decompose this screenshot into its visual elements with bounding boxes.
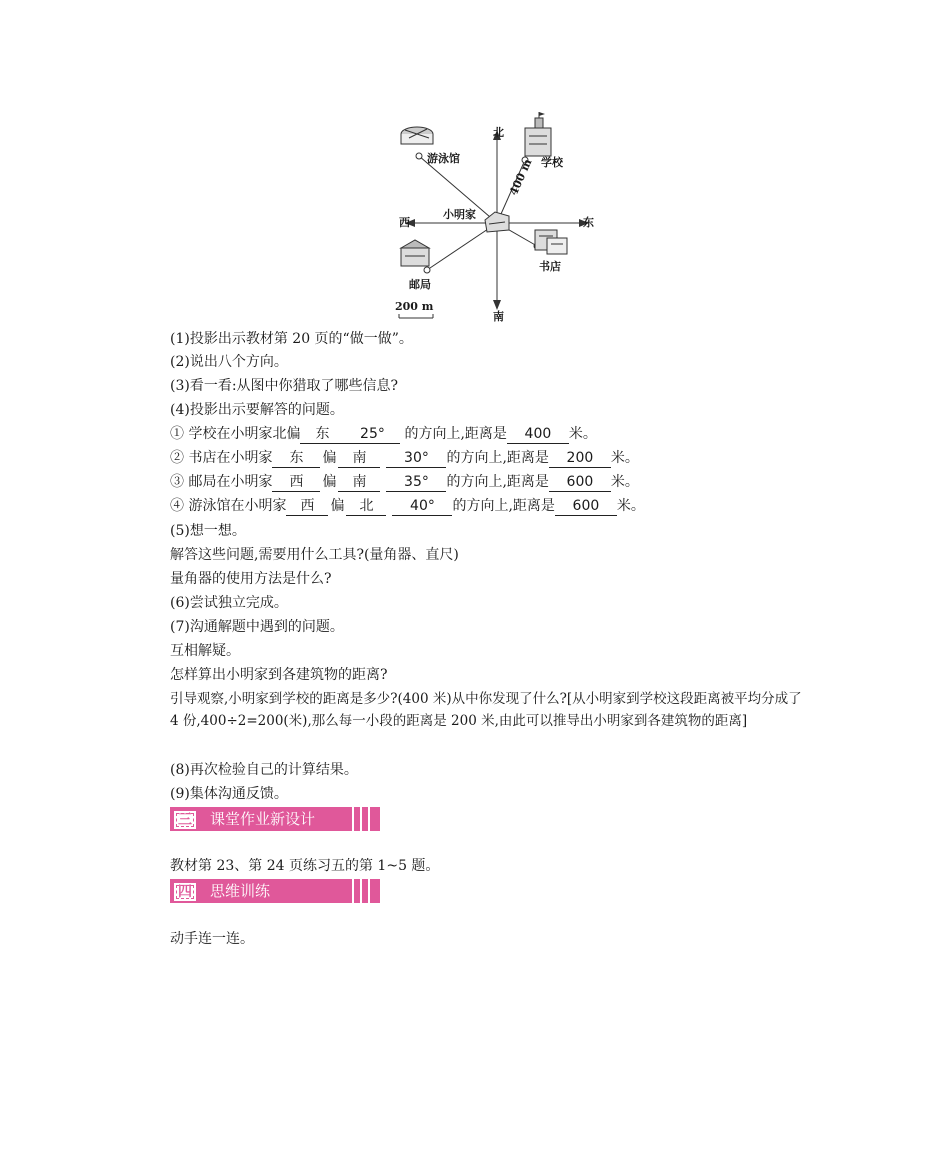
south-arrow (493, 300, 501, 310)
question-2-distance: 200 (549, 449, 611, 468)
question-3-distance: 600 (549, 473, 611, 492)
question-4-pian: 偏 (330, 498, 345, 514)
question-1-distance: 400 (507, 425, 569, 444)
section-4-banner (170, 879, 380, 903)
mutual-help: 互相解疑。 (170, 643, 240, 659)
question-2-mid: 的方向上,距离是 (446, 450, 549, 466)
section-4-text: 动手连一连。 (170, 931, 254, 947)
step-7: (7)沟通解题中遇到的问题。 (170, 619, 344, 635)
map-label-north: 北 (493, 126, 504, 139)
pool-building-icon (401, 127, 433, 144)
guided-observation (138, 688, 808, 732)
map-drawing (385, 108, 615, 326)
question-2-prefix: ② 书店在小明家 (170, 450, 273, 466)
section-3-text: 教材第 23、第 24 页练习五的第 1~5 题。 (170, 858, 440, 874)
question-4-dir1: 西 (286, 497, 328, 516)
home-building-icon (485, 212, 509, 232)
question-4-distance: 600 (555, 497, 617, 516)
question-1-unit: 米。 (568, 426, 597, 442)
question-4-unit: 米。 (616, 498, 645, 514)
question-3 (170, 471, 639, 493)
question-2-angle: 30° (386, 449, 446, 468)
question-4-mid: 的方向上,距离是 (452, 498, 555, 514)
map-label-home: 小明家 (443, 208, 476, 221)
question-tools: 解答这些问题,需要用什么工具?(量角器、直尺) (170, 547, 459, 563)
question-3-unit: 米。 (610, 474, 639, 490)
step-2: (2)说出八个方向。 (170, 354, 288, 370)
question-3-dir2: 南 (338, 473, 380, 492)
question-2-unit: 米。 (610, 450, 639, 466)
question-2-dir1: 东 (272, 449, 320, 468)
question-1-prefix: ① 学校在小明家北偏 (170, 426, 301, 442)
map-label-pool: 游泳馆 (427, 152, 460, 165)
school-building-icon (525, 112, 551, 156)
question-1 (170, 423, 597, 445)
bookstore-building-icon (535, 230, 567, 254)
section-4-title: 思维训练 (210, 882, 271, 900)
map-label-distance: 400 m (507, 156, 535, 198)
map-label-east: 东 (583, 216, 594, 229)
step-1: (1)投影出示教材第 20 页的“做一做”。 (170, 331, 413, 347)
post-office-building-icon (401, 240, 429, 266)
map-label-post: 邮局 (409, 278, 431, 291)
step-6: (6)尝试独立完成。 (170, 595, 288, 611)
question-3-pian: 偏 (322, 474, 337, 490)
question-2-pian: 偏 (322, 450, 337, 466)
question-2-dir2: 南 (338, 449, 380, 468)
section-3-number: 三 (173, 810, 197, 830)
step-4: (4)投影出示要解答的问题。 (170, 402, 344, 418)
guided-observation-text: 引导观察,小明家到学校的距离是多少?(400 米)从中你发现了什么?[从小明家到学校这段距离被平均分成了 4 份,400÷2=200(米),那么每一小段的距离是 200 米,由此可以推导出小明家到各建筑物的距离] (170, 691, 802, 729)
step-8: (8)再次检验自己的计算结果。 (170, 762, 358, 778)
question-2 (170, 447, 639, 469)
section-4-number: 四 (173, 882, 197, 902)
question-3-mid: 的方向上,距离是 (446, 474, 549, 490)
question-4 (170, 495, 645, 517)
question-distance: 怎样算出小明家到各建筑物的距离? (170, 667, 388, 683)
map-label-south: 南 (493, 310, 504, 323)
question-protractor: 量角器的使用方法是什么? (170, 571, 332, 587)
question-1-mid: 的方向上,距离是 (404, 426, 507, 442)
question-3-dir1: 西 (272, 473, 320, 492)
question-1-dir: 东 (300, 425, 344, 444)
question-3-angle: 35° (386, 473, 446, 492)
map-scale-label: 200 m (395, 300, 434, 313)
question-4-angle: 40° (392, 497, 452, 516)
question-3-prefix: ③ 邮局在小明家 (170, 474, 273, 490)
section-3-banner (170, 807, 380, 831)
step-9: (9)集体沟通反馈。 (170, 786, 288, 802)
question-4-prefix: ④ 游泳馆在小明家 (170, 498, 287, 514)
question-4-dir2: 北 (346, 497, 386, 516)
question-1-angle: 25° (344, 425, 400, 444)
step-5: (5)想一想。 (170, 523, 246, 539)
map-label-bookstore: 书店 (539, 260, 561, 273)
map-label-west: 西 (399, 216, 410, 229)
section-3-title: 课堂作业新设计 (210, 810, 316, 828)
step-3: (3)看一看:从图中你猎取了哪些信息? (170, 378, 399, 394)
direction-map (385, 108, 615, 326)
map-label-school: 学校 (541, 156, 563, 169)
